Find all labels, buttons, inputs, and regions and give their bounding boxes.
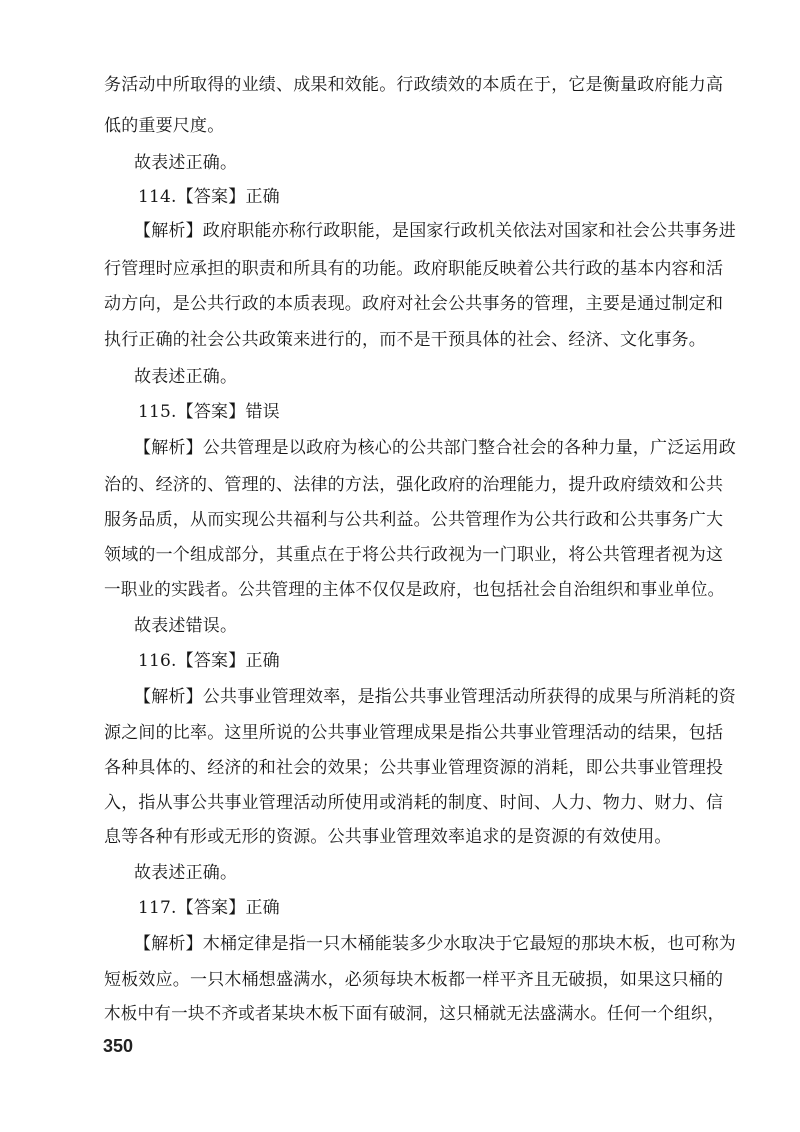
text-line: 执行正确的社会公共政策来进行的，而不是干预具体的社会、经济、文化事务。 xyxy=(104,330,706,350)
analysis-line: 【解析】政府职能亦称行政职能，是国家行政机关依法对国家和社会公共事务进 xyxy=(134,221,736,241)
conclusion-line: 故表述正确。 xyxy=(134,367,238,387)
text-line: 入，指从事公共事业管理活动所使用或消耗的制度、时间、人力、物力、财力、信 xyxy=(104,793,724,813)
page-number: 350 xyxy=(103,1036,134,1056)
conclusion-line: 故表述错误。 xyxy=(134,616,238,636)
text-line: 务活动中所取得的业绩、成果和效能。行政绩效的本质在于，它是衡量政府能力高 xyxy=(104,75,724,95)
text-line: 领域的一个组成部分，其重点在于将公共行政视为一门职业，将公共管理者视为这 xyxy=(104,545,724,565)
text-line: 一职业的实践者。公共管理的主体不仅仅是政府，也包括社会自治组织和事业单位。 xyxy=(104,580,725,600)
text-line: 低的重要尺度。 xyxy=(104,116,225,136)
text-line: 息等各种有形或无形的资源。公共事业管理效率追求的是资源的有效使用。 xyxy=(104,827,672,847)
text-line: 服务品质，从而实现公共福利与公共利益。公共管理作为公共行政和公共事务广大 xyxy=(104,510,724,530)
text-line: 动方向，是公共行政的本质表现。政府对社会公共事务的管理，主要是通过制定和 xyxy=(104,294,724,314)
answer-heading-115: 115.【答案】错误 xyxy=(138,402,280,422)
text-line: 源之间的比率。这里所说的公共事业管理成果是指公共事业管理活动的结果，包括 xyxy=(104,723,724,743)
analysis-line: 【解析】木桶定律是指一只木桶能装多少水取决于它最短的那块木板，也可称为 xyxy=(134,934,736,954)
answer-heading-116: 116.【答案】正确 xyxy=(138,651,280,671)
text-line: 短板效应。一只木桶想盛满水，必须每块木板都一样平齐且无破损，如果这只桶的 xyxy=(104,970,724,990)
conclusion-line: 故表述正确。 xyxy=(134,863,238,883)
analysis-line: 【解析】公共事业管理效率，是指公共事业管理活动所获得的成果与所消耗的资 xyxy=(134,687,736,707)
answer-heading-114: 114.【答案】正确 xyxy=(138,187,280,207)
text-line: 治的、经济的、管理的、法律的方法，强化政府的治理能力，提升政府绩效和公共 xyxy=(104,475,724,495)
text-line: 木板中有一块不齐或者某块木板下面有破洞，这只桶就无法盛满水。任何一个组织， xyxy=(104,1004,725,1024)
answer-heading-117: 117.【答案】正确 xyxy=(138,898,280,918)
text-line: 各种具体的、经济的和社会的效果；公共事业管理资源的消耗，即公共事业管理投 xyxy=(104,758,724,778)
text-line: 行管理时应承担的职责和所具有的功能。政府职能反映着公共行政的基本内容和活 xyxy=(104,259,724,279)
analysis-line: 【解析】公共管理是以政府为核心的公共部门整合社会的各种力量，广泛运用政 xyxy=(134,438,736,458)
conclusion-line: 故表述正确。 xyxy=(134,153,238,173)
